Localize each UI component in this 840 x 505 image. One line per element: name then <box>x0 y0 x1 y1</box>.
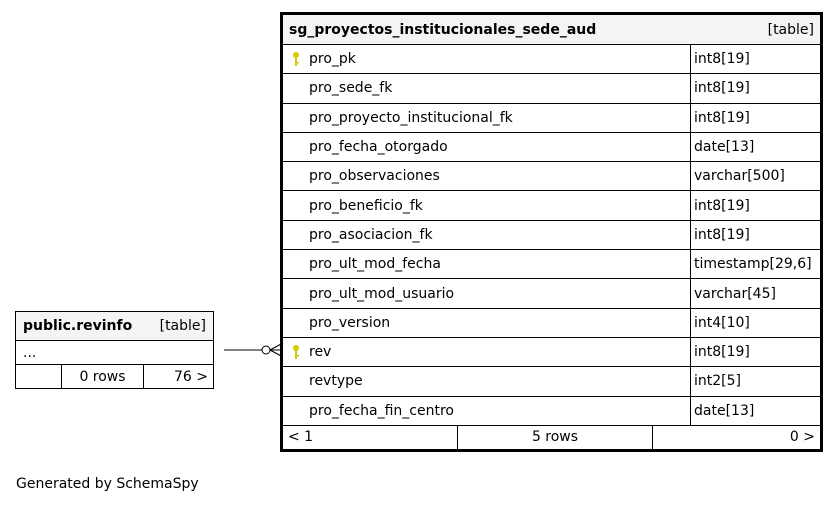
column-type: date[13] <box>694 402 755 419</box>
column-name: pro_pk <box>309 51 356 68</box>
column-name: pro_sede_fk <box>309 80 393 97</box>
column-name: pro_fecha_otorgado <box>309 139 448 156</box>
table-kind: [table] <box>767 21 814 38</box>
rows-count: 0 rows <box>62 365 144 388</box>
column-name: pro_fecha_fin_centro <box>309 402 454 419</box>
column-name: pro_proyecto_institucional_fk <box>309 109 513 126</box>
children-count[interactable]: 76 > <box>174 368 208 385</box>
column-name: pro_ult_mod_fecha <box>309 256 441 273</box>
children-count[interactable]: 0 > <box>789 429 815 446</box>
rows-count: 5 rows <box>458 426 653 449</box>
column-type: varchar[500] <box>694 168 785 185</box>
column-type: int8[19] <box>694 197 750 214</box>
column-type: int8[19] <box>694 109 750 126</box>
column-type: varchar[45] <box>694 285 776 302</box>
column-name: pro_observaciones <box>309 168 440 185</box>
table-name: sg_proyectos_institucionales_sede_aud <box>289 21 597 38</box>
column-type: int8[19] <box>694 80 750 97</box>
generated-by-credit: Generated by SchemaSpy <box>16 476 199 492</box>
parents-count[interactable]: < 1 <box>283 426 458 449</box>
column-name: pro_version <box>309 314 391 331</box>
column-name: pro_ult_mod_usuario <box>309 285 455 302</box>
column-type: timestamp[29,6] <box>694 256 812 273</box>
column-type: int8[19] <box>694 51 750 68</box>
table-kind: [table] <box>159 318 206 334</box>
column-type: int8[19] <box>694 226 750 243</box>
column-name: pro_beneficio_fk <box>309 197 423 214</box>
column-type: date[13] <box>694 139 755 156</box>
column-name: rev <box>309 344 332 361</box>
column-name: revtype <box>309 373 363 390</box>
table-ellipsis: ... <box>16 341 213 365</box>
column-type: int4[10] <box>694 314 750 331</box>
table-name: public.revinfo <box>23 318 133 334</box>
column-type: int8[19] <box>694 344 750 361</box>
column-type: int2[5] <box>694 373 741 390</box>
column-name: pro_asociacion_fk <box>309 226 433 243</box>
